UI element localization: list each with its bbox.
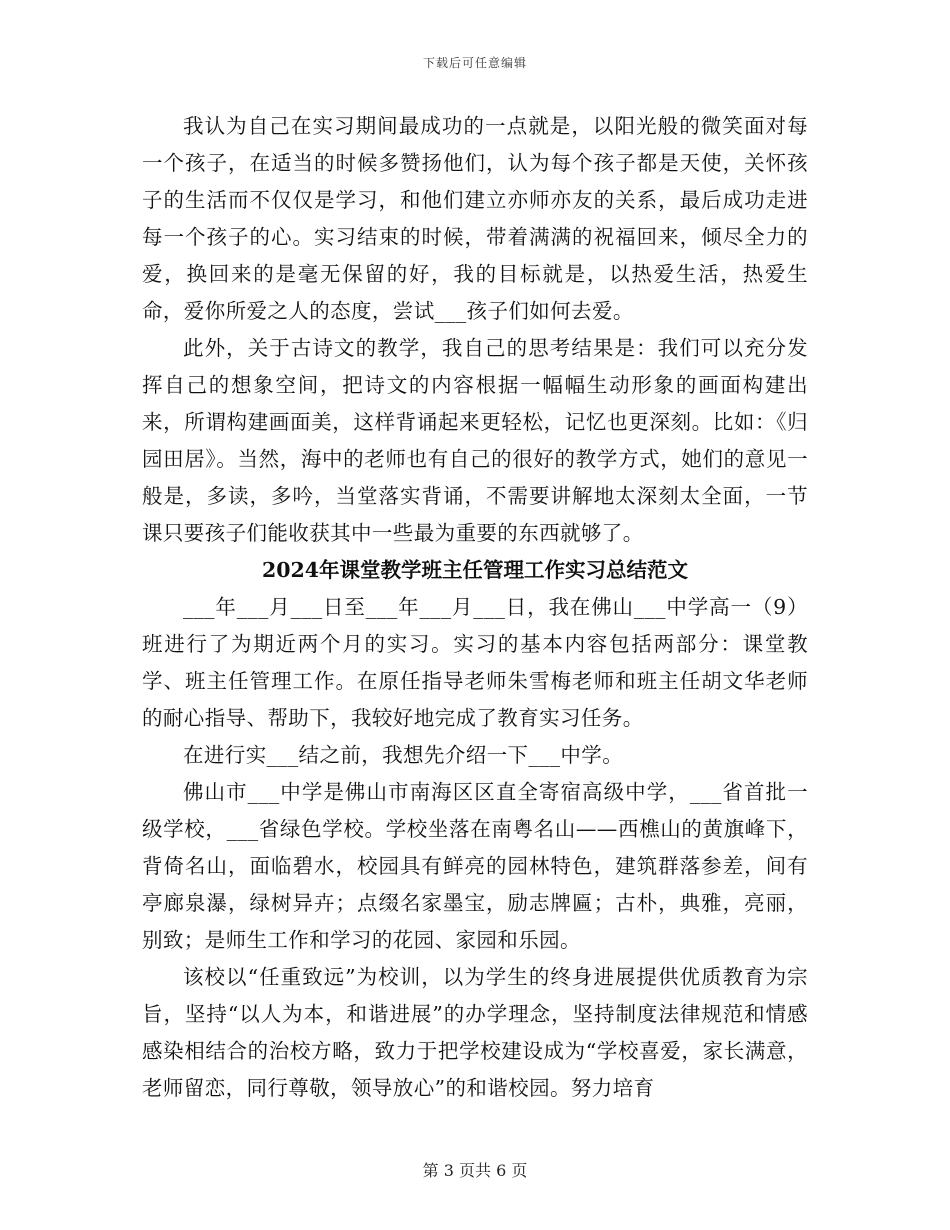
page-header: 下载后可任意编辑 [422, 56, 527, 70]
document-body [142, 108, 808, 1107]
page-footer: 第 3 页共 6 页 [422, 1161, 528, 1180]
section-title: 2024年课堂教学班主任管理工作实习总结范文 [261, 558, 689, 582]
paragraph: ___年___月___日至___年___月___日，我在佛山___中学高一（9）班进行了为期近两个月的实习。实习的基本内容包括两部分：课堂教学、班主任管理工作。在原任指导老师朱雪梅老师和班主任胡文华老师的耐心指导、帮助下，我较好地完成了教育实习任务。 [142, 595, 808, 730]
paragraph: 此外，关于古诗文的教学，我自己的思考结果是：我们可以充分发挥自己的想象空间，把诗文的内容根据一幅幅生动形象的画面构建出来，所谓构建画面美，这样背诵起来更轻松，记忆也更深刻。比如：《归园田居》。当然，海中的老师也有自己的很好的教学方式，她们的意见一般是，多读，多吟，当堂落实背诵，不需要讲解地太深刻太全面，一节课只要孩子们能收获其中一些最为重要的东西就够了。 [142, 336, 808, 545]
paragraph: 佛山市___中学是佛山市南海区区直全寄宿高级中学，___省首批一级学校，___省绿色学校。学校坐落在南粤名山——西樵山的黄旗峰下，背倚名山，面临碧水，校园具有鲜亮的园林特色，建筑群落参差，间有亭廊泉瀑，绿树异卉；点缀名家墨宝，励志牌匾；古朴，典雅，亮丽，别致；是师生工作和学习的花园、家园和乐园。 [142, 780, 808, 952]
paragraph: 在进行实___结之前，我想先介绍一下___中学。 [183, 743, 624, 767]
paragraph: 该校以“任重致远”为校训，以为学生的终身进展提供优质教育为宗旨，坚持“以人为本，和谐进展”的办学理念，坚持制度法律规范和情感感染相结合的治校方略，致力于把学校建设成为“学校喜爱，家长满意，老师留恋，同行尊敬，领导放心”的和谐校园。努力培育 [142, 965, 808, 1100]
paragraph: 我认为自己在实习期间最成功的一点就是，以阳光般的微笑面对每一个孩子，在适当的时候多赞扬他们，认为每个孩子都是天使，关怀孩子的生活而不仅仅是学习，和他们建立亦师亦友的关系，最后成功走进每一个孩子的心。实习结束的时候，带着满满的祝福回来，倾尽全力的爱，换回来的是毫无保留的好，我的目标就是，以热爱生活，热爱生命，爱你所爱之人的态度，尝试___孩子们如何去爱。 [142, 114, 808, 323]
